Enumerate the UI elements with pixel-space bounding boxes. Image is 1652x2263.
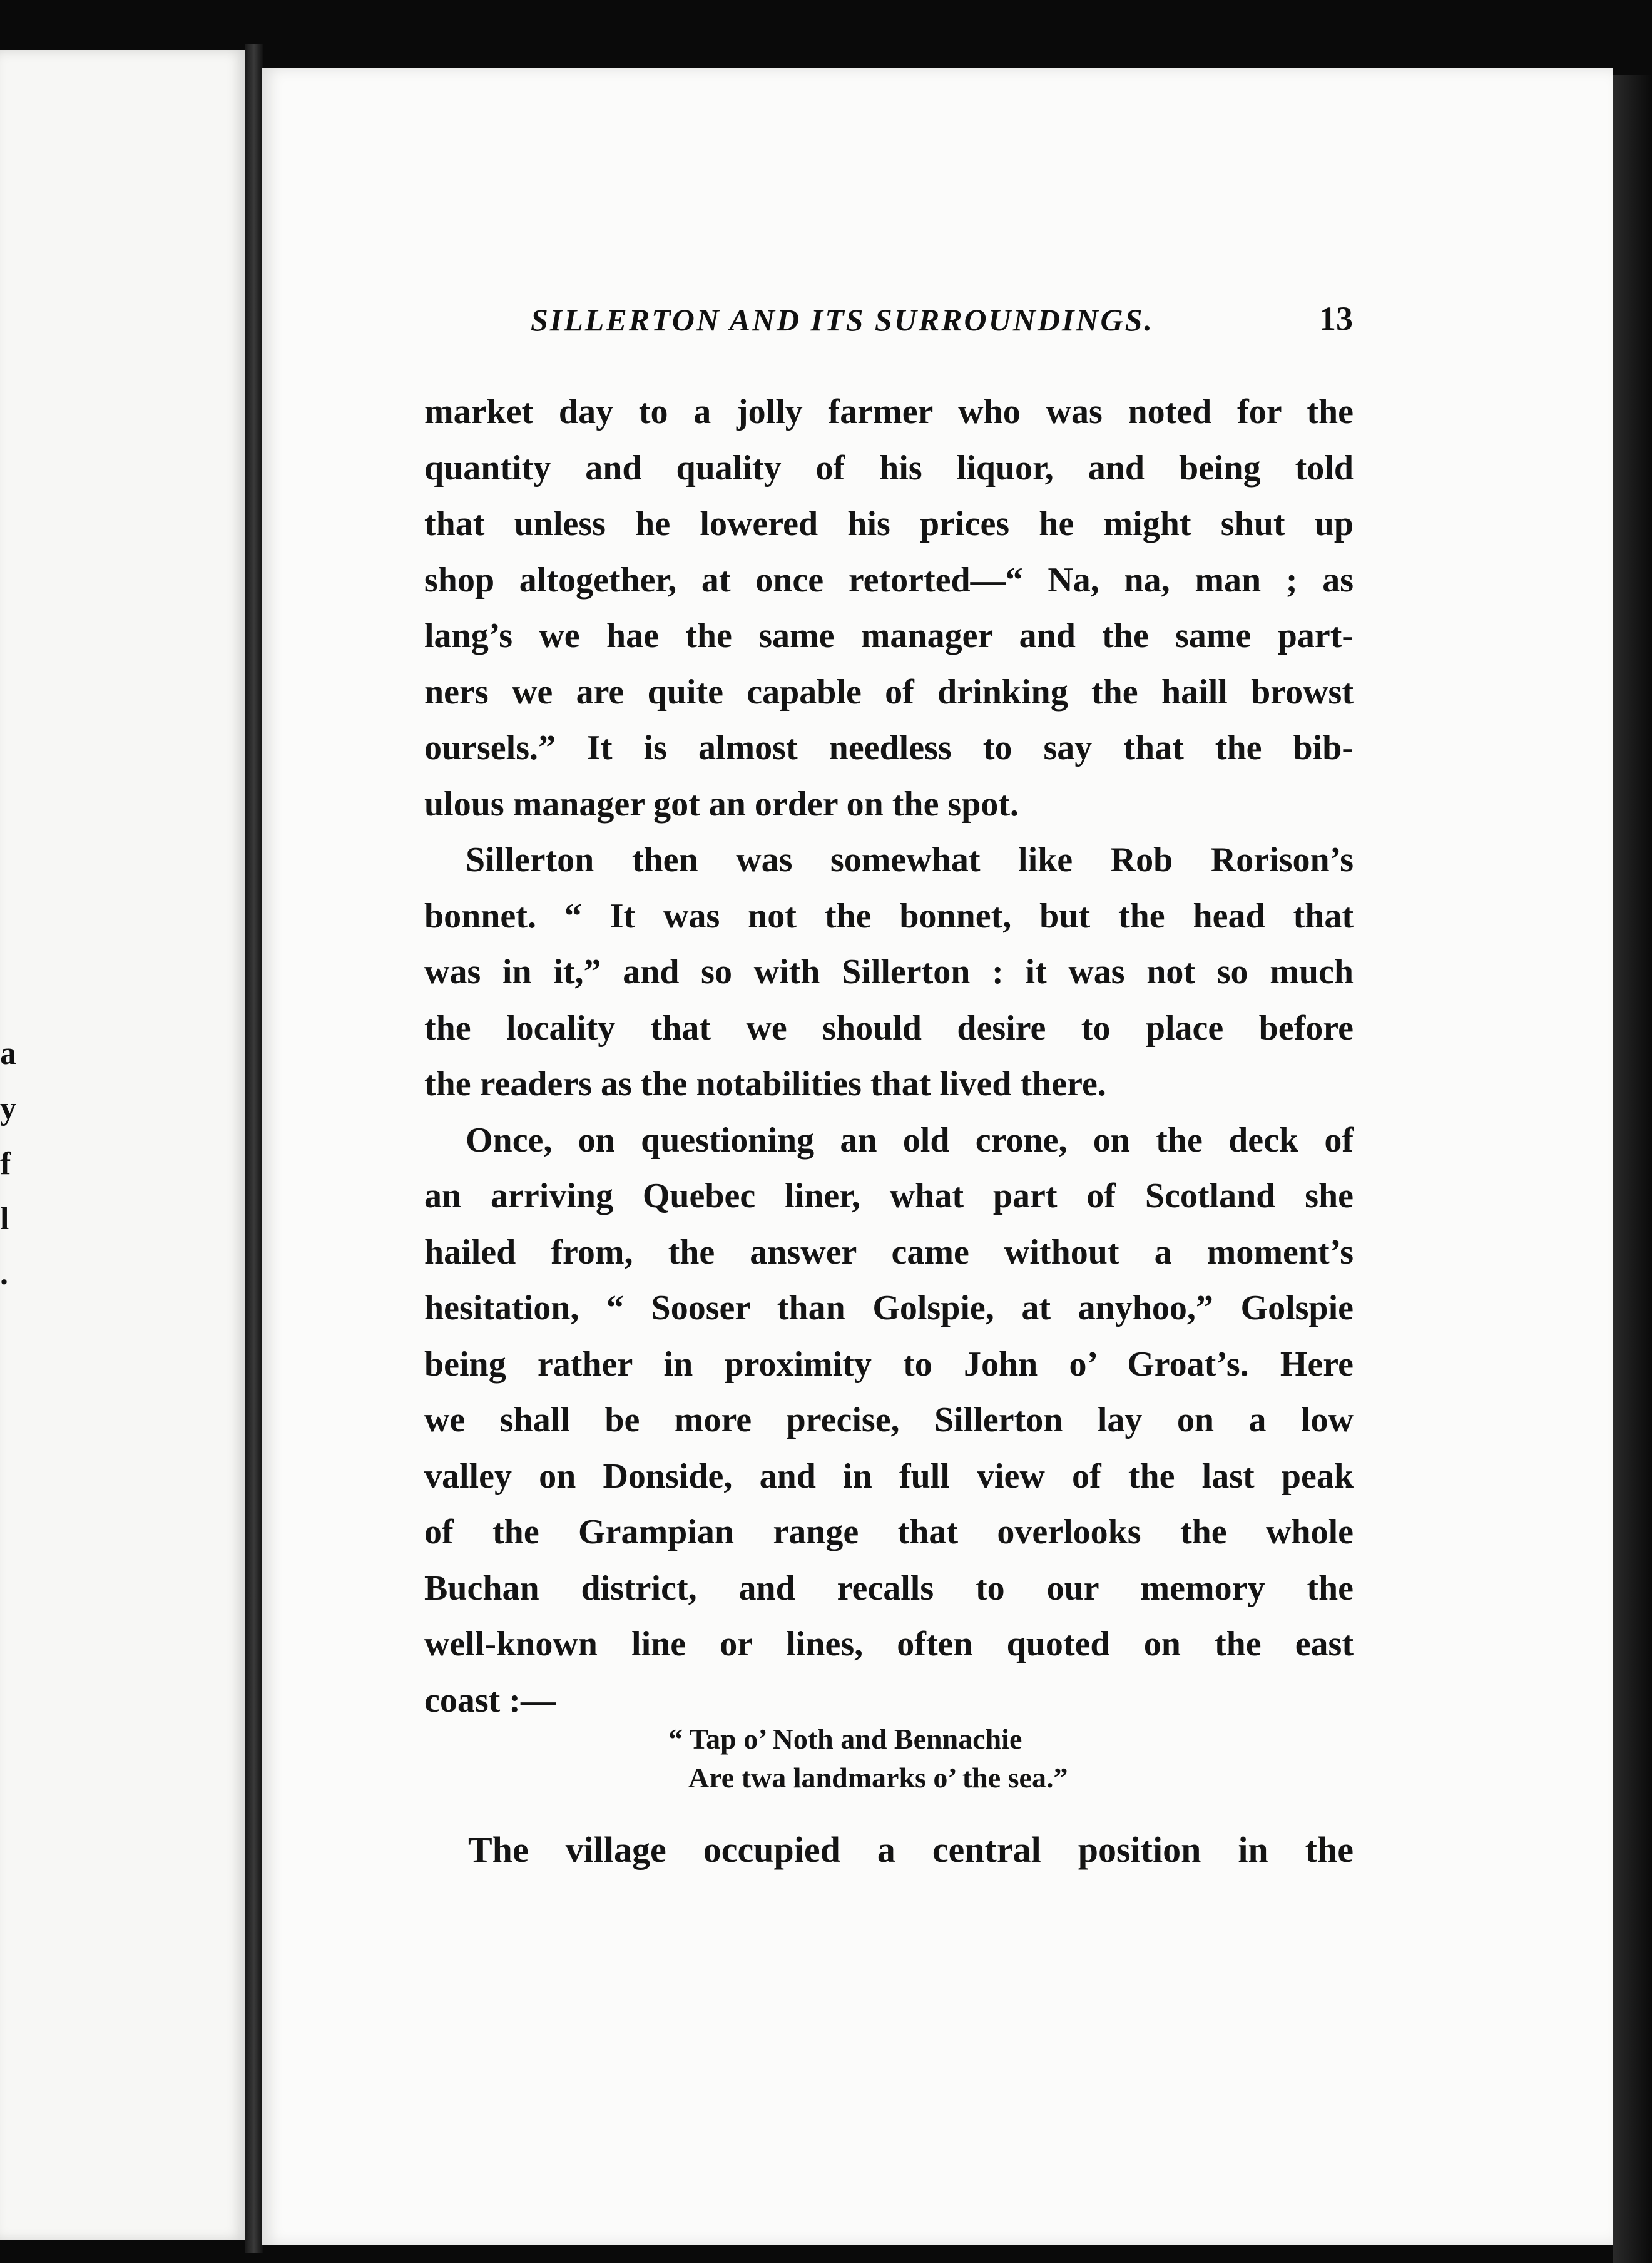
text-line: Sillerton then was somewhat like Rob Rorison’s [466, 840, 1354, 879]
text-line: was in it,” and so with Sillerton : it was not so much [424, 953, 1354, 991]
text-line: well-known line or lines, often quoted on the east [424, 1625, 1354, 1663]
text-line: ners we are quite capable of drinking the haill browst [424, 672, 1354, 712]
left-fragment: . [0, 1256, 8, 1292]
running-head: SILLERTON AND ITS SURROUNDINGS. [531, 302, 1154, 337]
text-line: Buchan district, and recalls to our memory the [424, 1568, 1354, 1608]
left-fragment: y [0, 1091, 16, 1126]
text-line: the locality that we should desire to place before [424, 1008, 1354, 1048]
body-text [424, 384, 1354, 1729]
text-line: an arriving Quebec liner, what part of Scotland she [424, 1177, 1354, 1215]
text-line: of the Grampian range that overlooks the whole [424, 1513, 1354, 1551]
text-line: hailed from, the answer came without a moment’s [424, 1232, 1354, 1272]
left-fragment: a [0, 1036, 16, 1071]
text-line: quantity and quality of his liquor, and being told [424, 448, 1354, 488]
text-line: The village occupied a central position in the [468, 1829, 1354, 1870]
text-line: being rather in proximity to John o’ Groat’s. Here [424, 1344, 1354, 1384]
left-fragment: f [0, 1146, 11, 1182]
text-line: lang’s we hae the same manager and the same part- [424, 616, 1354, 655]
text-line: the readers as the notabilities that lived there. [424, 1065, 1106, 1103]
text-line: that unless he lowered his prices he might shut up [424, 504, 1354, 543]
left-fragment: l [0, 1201, 9, 1237]
text-line: coast :— [424, 1680, 556, 1720]
left-page-text-fragments [0, 1026, 38, 1302]
text-line: bonnet. “ It was not the bonnet, but the head that [424, 896, 1354, 936]
text-line: market day to a jolly farmer who was noted for the [424, 392, 1354, 431]
left-facing-page [0, 50, 245, 2240]
text-line: valley on Donside, and in full view of the last peak [424, 1456, 1354, 1496]
text-line: oursels.” It is almost needless to say that the bib- [424, 728, 1354, 767]
text-line: Once, on questioning an old crone, on the deck of [466, 1120, 1354, 1160]
verse-quotation [668, 1720, 1068, 1797]
book-gutter [245, 44, 263, 2253]
text-line: ulous manager got an order on the spot. [424, 784, 1019, 824]
page-edge-shadow [1613, 75, 1652, 2263]
verse-line: “ Tap o’ Noth and Bennachie [668, 1723, 1022, 1755]
page-number: 13 [1319, 300, 1353, 337]
text-line: shop altogether, at once retorted—“ Na, na, man ; as [424, 560, 1354, 600]
text-line: we shall be more precise, Sillerton lay on a low [424, 1401, 1354, 1439]
text-line: hesitation, “ Sooser than Golspie, at anyhoo,” Golspie [424, 1289, 1354, 1327]
verse-line: Are twa landmarks o’ the sea.” [688, 1762, 1068, 1794]
